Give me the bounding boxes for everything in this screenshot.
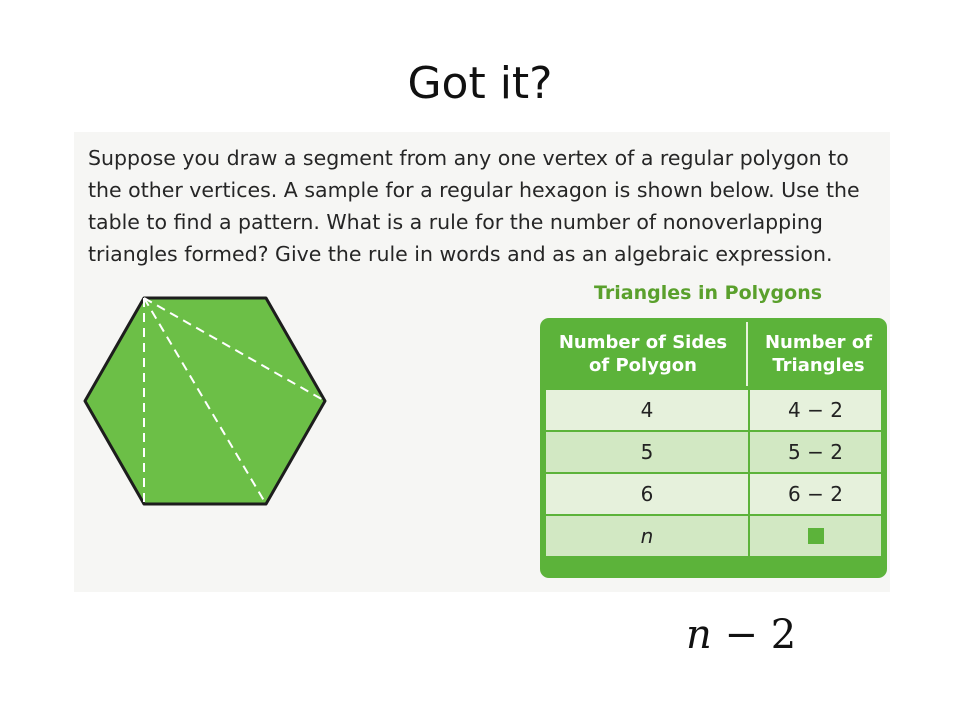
textbook-scan <box>74 132 890 592</box>
cell-sides: 4 <box>546 390 748 430</box>
answer-variable: n <box>686 612 712 658</box>
problem-line: the other vertices. A sample for a regular hexagon is shown below. Use the <box>88 178 860 202</box>
header-triangles <box>750 318 887 390</box>
cell-sides: 6 <box>546 474 748 514</box>
answer-placeholder-box <box>808 528 824 544</box>
header-line: Number of <box>764 332 873 353</box>
header-line: Number of Sides <box>558 332 728 353</box>
cell-sides: n <box>546 516 748 556</box>
table-row <box>546 390 881 430</box>
cell-triangles-blank <box>750 516 881 556</box>
table-row <box>546 432 881 472</box>
header-line: Triangles <box>772 355 865 376</box>
problem-line: table to find a pattern. What is a rule for the number of nonoverlapping <box>88 210 823 234</box>
header-line: of Polygon <box>589 355 697 376</box>
hexagon-figure <box>80 292 330 512</box>
cell-triangles: 4 − 2 <box>750 390 881 430</box>
slide-title: Got it? <box>407 58 553 109</box>
table-row <box>546 474 881 514</box>
hexagon-shape <box>85 298 325 504</box>
problem-text <box>88 142 878 270</box>
cell-triangles: 5 − 2 <box>750 432 881 472</box>
answer-expression <box>686 612 796 658</box>
answer-rest: − 2 <box>711 612 797 658</box>
problem-line: Suppose you draw a segment from any one vertex of a regular polygon to <box>88 146 849 170</box>
header-divider <box>746 322 748 386</box>
cell-triangles: 6 − 2 <box>750 474 881 514</box>
triangles-table <box>540 318 887 578</box>
problem-line: triangles formed? Give the rule in words and as an algebraic expression. <box>88 242 833 266</box>
table-row <box>546 516 881 556</box>
cell-sides: 5 <box>546 432 748 472</box>
table-title: Triangles in Polygons <box>594 282 823 304</box>
header-sides <box>540 318 746 390</box>
